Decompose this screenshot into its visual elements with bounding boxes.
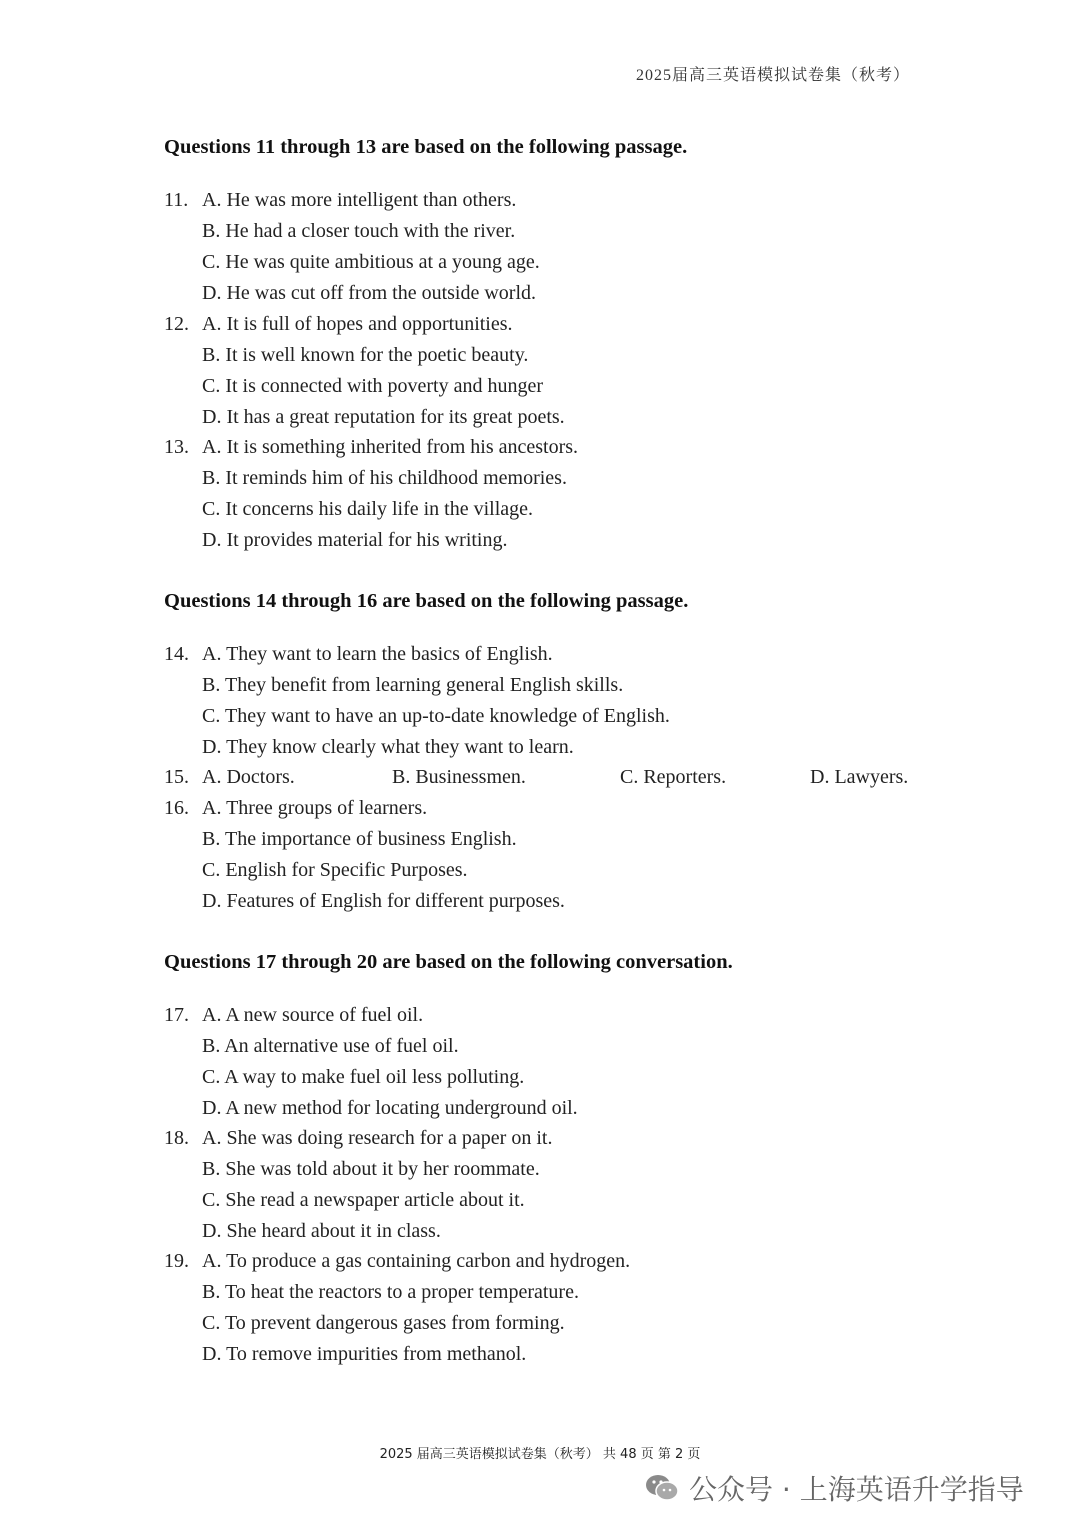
q18-option-a: A. She was doing research for a paper on it. [202,1127,553,1149]
q17-option-a: A. A new source of fuel oil. [202,1004,424,1026]
q13-option-d: D. It provides material for his writing. [202,529,508,551]
watermark-text: 公众号 · 上海英语升学指导 [689,1473,1024,1506]
page-header: 2025届高三英语模拟试卷集（秋考） [635,67,910,84]
q15-option-c: C. Reporters. [620,766,727,788]
q13-option-c: C. It concerns his daily life in the village. [202,498,534,520]
q15-option-a: A. Doctors. [202,766,295,788]
q11-option-b: B. He had a closer touch with the river. [202,220,516,242]
q15-option-b: B. Businessmen. [392,766,526,788]
q12-option-a: A. It is full of hopes and opportunities. [202,313,513,335]
q16-option-d: D. Features of English for different purposes. [202,890,565,912]
section-title-14-16: Questions 14 through 16 are based on the following passage. [164,590,689,612]
q19-option-d: D. To remove impurities from methanol. [202,1343,527,1365]
question-number-19: 19. [164,1250,189,1272]
wechat-icon [645,1473,679,1503]
q12-option-b: B. It is well known for the poetic beauty. [202,344,529,366]
q16-option-a: A. Three groups of learners. [202,797,428,819]
question-number-16: 16. [164,797,189,819]
q17-option-b: B. An alternative use of fuel oil. [202,1035,459,1057]
q13-option-a: A. It is something inherited from his ancestors. [202,436,579,458]
question-number-15: 15. [164,766,189,788]
q16-option-c: C. English for Specific Purposes. [202,859,468,881]
question-number-14: 14. [164,643,189,665]
page-footer: 2025 届高三英语模拟试卷集（秋考） 共 48 页 第 2 页 [379,1447,701,1462]
q14-option-a: A. They want to learn the basics of English. [202,643,553,665]
q14-option-b: B. They benefit from learning general English skills. [202,674,624,696]
q19-option-c: C. To prevent dangerous gases from forming. [202,1312,565,1334]
q12-option-c: C. It is connected with poverty and hunger [202,375,544,397]
q18-option-d: D. She heard about it in class. [202,1220,441,1242]
watermark [645,1465,1024,1511]
section-title-11-13: Questions 11 through 13 are based on the following passage. [164,136,688,158]
q13-option-b: B. It reminds him of his childhood memories. [202,467,567,489]
q14-option-c: C. They want to have an up-to-date knowledge of English. [202,705,670,727]
q11-option-a: A. He was more intelligent than others. [202,189,517,211]
question-number-17: 17. [164,1004,189,1026]
q18-option-c: C. She read a newspaper article about it. [202,1189,525,1211]
question-number-12: 12. [164,313,189,335]
q19-option-a: A. To produce a gas containing carbon and hydrogen. [202,1250,631,1272]
q18-option-b: B. She was told about it by her roommate. [202,1158,540,1180]
question-number-18: 18. [164,1127,189,1149]
q14-option-d: D. They know clearly what they want to learn. [202,736,574,758]
question-number-13: 13. [164,436,189,458]
q11-option-d: D. He was cut off from the outside world. [202,282,537,304]
section-title-17-20: Questions 17 through 20 are based on the following conversation. [164,951,733,973]
q15-option-d: D. Lawyers. [810,766,909,788]
q19-option-b: B. To heat the reactors to a proper temperature. [202,1281,579,1303]
q12-option-d: D. It has a great reputation for its great poets. [202,406,565,428]
q16-option-b: B. The importance of business English. [202,828,517,850]
question-number-11: 11. [164,189,189,211]
q17-option-c: C. A way to make fuel oil less polluting. [202,1066,525,1088]
q17-option-d: D. A new method for locating underground oil. [202,1097,578,1119]
q11-option-c: C. He was quite ambitious at a young age. [202,251,540,273]
